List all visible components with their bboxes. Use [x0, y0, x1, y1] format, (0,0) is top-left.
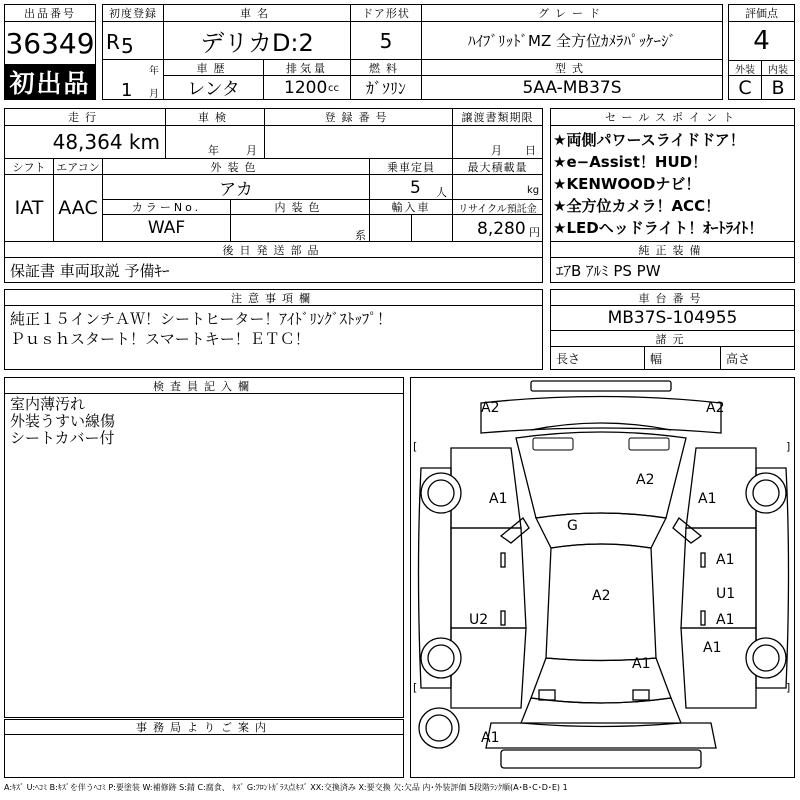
shift: IAT [4, 174, 54, 242]
aircon-label: エアコン [53, 158, 103, 175]
grade-label: グレード [421, 4, 723, 22]
fuel-label: 燃料 [350, 59, 422, 76]
door-label: ドア形状 [350, 4, 422, 22]
capacity: 5 [410, 178, 421, 198]
score-label: 評価点 [728, 4, 795, 22]
capacity-unit: 人 [436, 186, 447, 199]
chassis-number: MB37S-104955 [550, 305, 795, 331]
capacity-label: 乗車定員 [369, 158, 453, 175]
recycle-unit: 円 [529, 226, 540, 239]
later-parts-label: 後日発送部品 [4, 241, 543, 258]
capacity-box [369, 174, 453, 200]
legend: A:ｷｽﾞ U:ﾍｺﾐ B:ｷｽﾞを伴うﾍｺﾐ P:要塗装 W:補修跡 S:錆 C:腐食、 ｷｽﾞ G:ﾌﾛﾝﾄｶﾞﾗｽ点ｷｽﾞ XX:交換済み X:要交換 欠:欠品 内･外装評価 5段階ﾗﾝｸ順(A･B･C･D･E) 1 [4, 783, 568, 792]
damage-hood: A2 [636, 472, 655, 488]
damage-front-left-corner: A2 [481, 400, 500, 416]
damage-left-rear-door: U2 [469, 612, 489, 628]
genuine-label: 純正装備 [550, 241, 795, 258]
registration-box [264, 125, 453, 159]
exterior-score: C [728, 75, 762, 100]
displacement: 1200 [284, 78, 328, 98]
damage-right-front-door: A1 [716, 552, 735, 568]
registration-label: 登録番号 [264, 108, 453, 126]
car-name-label: 車名 [163, 4, 351, 22]
notes-line: 純正１５インチＡＷ！シートヒーター！ｱｲﾄﾞﾘﾝｸﾞｽﾄｯﾌﾟ！ [10, 310, 392, 328]
damage-roof: A2 [592, 588, 611, 604]
inspection-month-unit: 月 [246, 144, 257, 157]
first-reg-box [102, 21, 164, 100]
ext-color: アカ [102, 174, 370, 200]
ext-color-label: 外装色 [102, 158, 370, 175]
fuel: ｶﾞｿﾘﾝ [350, 75, 422, 100]
inspector-box [4, 393, 404, 718]
transfer-deadline-box [452, 125, 543, 159]
sales-point-item: ★e−Assist！HUD！ [553, 153, 708, 171]
recycle-box [452, 214, 543, 242]
transfer-deadline-label: 譲渡書類期限 [452, 108, 543, 126]
first-reg-year-unit: 年 [149, 66, 159, 77]
color-no-label: カラーNo. [102, 199, 231, 215]
door-type: 5 [350, 21, 422, 60]
bracket-mark: ] [786, 440, 791, 453]
damage-right-rear-door: A1 [716, 612, 735, 628]
first-reg-era: R [106, 30, 120, 54]
dims-label: 諸元 [550, 330, 795, 347]
int-color-unit: 系 [355, 229, 366, 242]
sales-points-box [550, 125, 795, 242]
history: レンタ [163, 75, 264, 100]
int-color-label: 内装色 [230, 199, 370, 215]
damage-windshield: G [567, 518, 578, 534]
office-box [4, 734, 404, 778]
genuine-equipment: ｴｱB ｱﾙﾐ PS PW [550, 257, 795, 283]
first-reg-month: 1 [121, 80, 133, 101]
mileage: 48,364 km [4, 125, 166, 159]
damage-diagram [410, 377, 795, 778]
aircon: AAC [53, 174, 103, 242]
import-label: 輸入車 [369, 199, 453, 215]
car-diagram-svg [411, 378, 796, 779]
interior-score-label: 内装 [761, 60, 795, 76]
bracket-mark: ] [786, 681, 791, 694]
sales-point-item: ★LEDヘッドライト！ｵｰﾄﾗｲﾄ！ [553, 219, 764, 237]
dims-length: 長さ [550, 346, 645, 370]
model-label: 型式 [421, 59, 723, 76]
max-load-label: 最大積載量 [452, 158, 543, 175]
overall-score: 4 [728, 21, 795, 61]
mileage-label: 走行 [4, 108, 166, 126]
dims-width: 幅 [644, 346, 721, 370]
displacement-label: 排気量 [263, 59, 351, 76]
first-reg-year: 5 [121, 34, 134, 58]
grade: ﾊｲﾌﾞﾘｯﾄﾞMZ 全方位ｶﾒﾗﾊﾟｯｹｰｼﾞ [421, 21, 723, 60]
transfer-month-unit: 月 [491, 144, 502, 157]
first-listing-badge: 初出品 [4, 64, 96, 100]
shift-label: シフト [4, 158, 54, 175]
max-load-unit: kg [527, 185, 540, 196]
notes-label: 注意事項欄 [4, 289, 543, 306]
notes-box [4, 305, 543, 370]
car-name: デリカD:2 [163, 21, 351, 60]
color-no: WAF [102, 214, 231, 242]
import-box [369, 214, 453, 242]
recycle-label: リサイクル預託金 [452, 199, 543, 215]
damage-rear-panel: A1 [632, 656, 651, 672]
recycle: 8,280 [477, 219, 526, 239]
interior-score: B [761, 75, 795, 100]
chassis-label: 車台番号 [550, 289, 795, 306]
damage-front-right-corner: A2 [706, 400, 725, 416]
transfer-day-unit: 日 [525, 144, 536, 157]
displacement-unit: cc [328, 83, 339, 94]
max-load-box [452, 174, 543, 200]
damage-left-fender: A1 [489, 491, 508, 507]
office-label: 事務局よりご案内 [4, 719, 404, 735]
damage-right-front-door-dent: U1 [716, 586, 736, 602]
inspector-line: 室内薄汚れ [10, 395, 86, 413]
displacement-box [263, 75, 351, 100]
bracket-mark: [ [413, 440, 418, 453]
damage-rear-bumper-left: A1 [481, 730, 500, 746]
inspector-line: シートカバー付 [10, 429, 115, 447]
sales-point-item: ★KENWOODナビ！ [553, 175, 701, 193]
inspection-box [165, 125, 265, 159]
sales-point-item: ★全方位カメラ！ACC！ [553, 197, 721, 215]
bracket-mark: [ [413, 681, 418, 694]
inspector-label: 検査員記入欄 [4, 377, 404, 394]
notes-line: Ｐｕｓｈスタート！スマートキー！ＥＴＣ！ [10, 330, 310, 348]
inspector-line: 外装うすい線傷 [10, 412, 116, 430]
dims-height: 高さ [720, 346, 795, 370]
first-reg-label: 初度登録 [102, 4, 164, 22]
sales-point-item: ★両側パワースライドドア！ [553, 131, 745, 149]
int-color-box [230, 214, 370, 242]
inspection-year-unit: 年 [208, 144, 219, 157]
damage-right-fender: A1 [698, 491, 717, 507]
sales-points-label: セールスポイント [550, 108, 795, 126]
damage-right-quarter: A1 [703, 640, 722, 656]
lot-number-label: 出品番号 [4, 4, 96, 22]
model: 5AA-MB37S [421, 75, 723, 100]
later-parts: 保証書 車両取説 予備ｷｰ [4, 257, 543, 283]
history-label: 車歴 [163, 59, 264, 76]
first-reg-month-unit: 月 [149, 89, 159, 100]
lot-number: 36349 [4, 21, 96, 65]
exterior-score-label: 外装 [728, 60, 762, 76]
inspection-label: 車検 [165, 108, 265, 126]
